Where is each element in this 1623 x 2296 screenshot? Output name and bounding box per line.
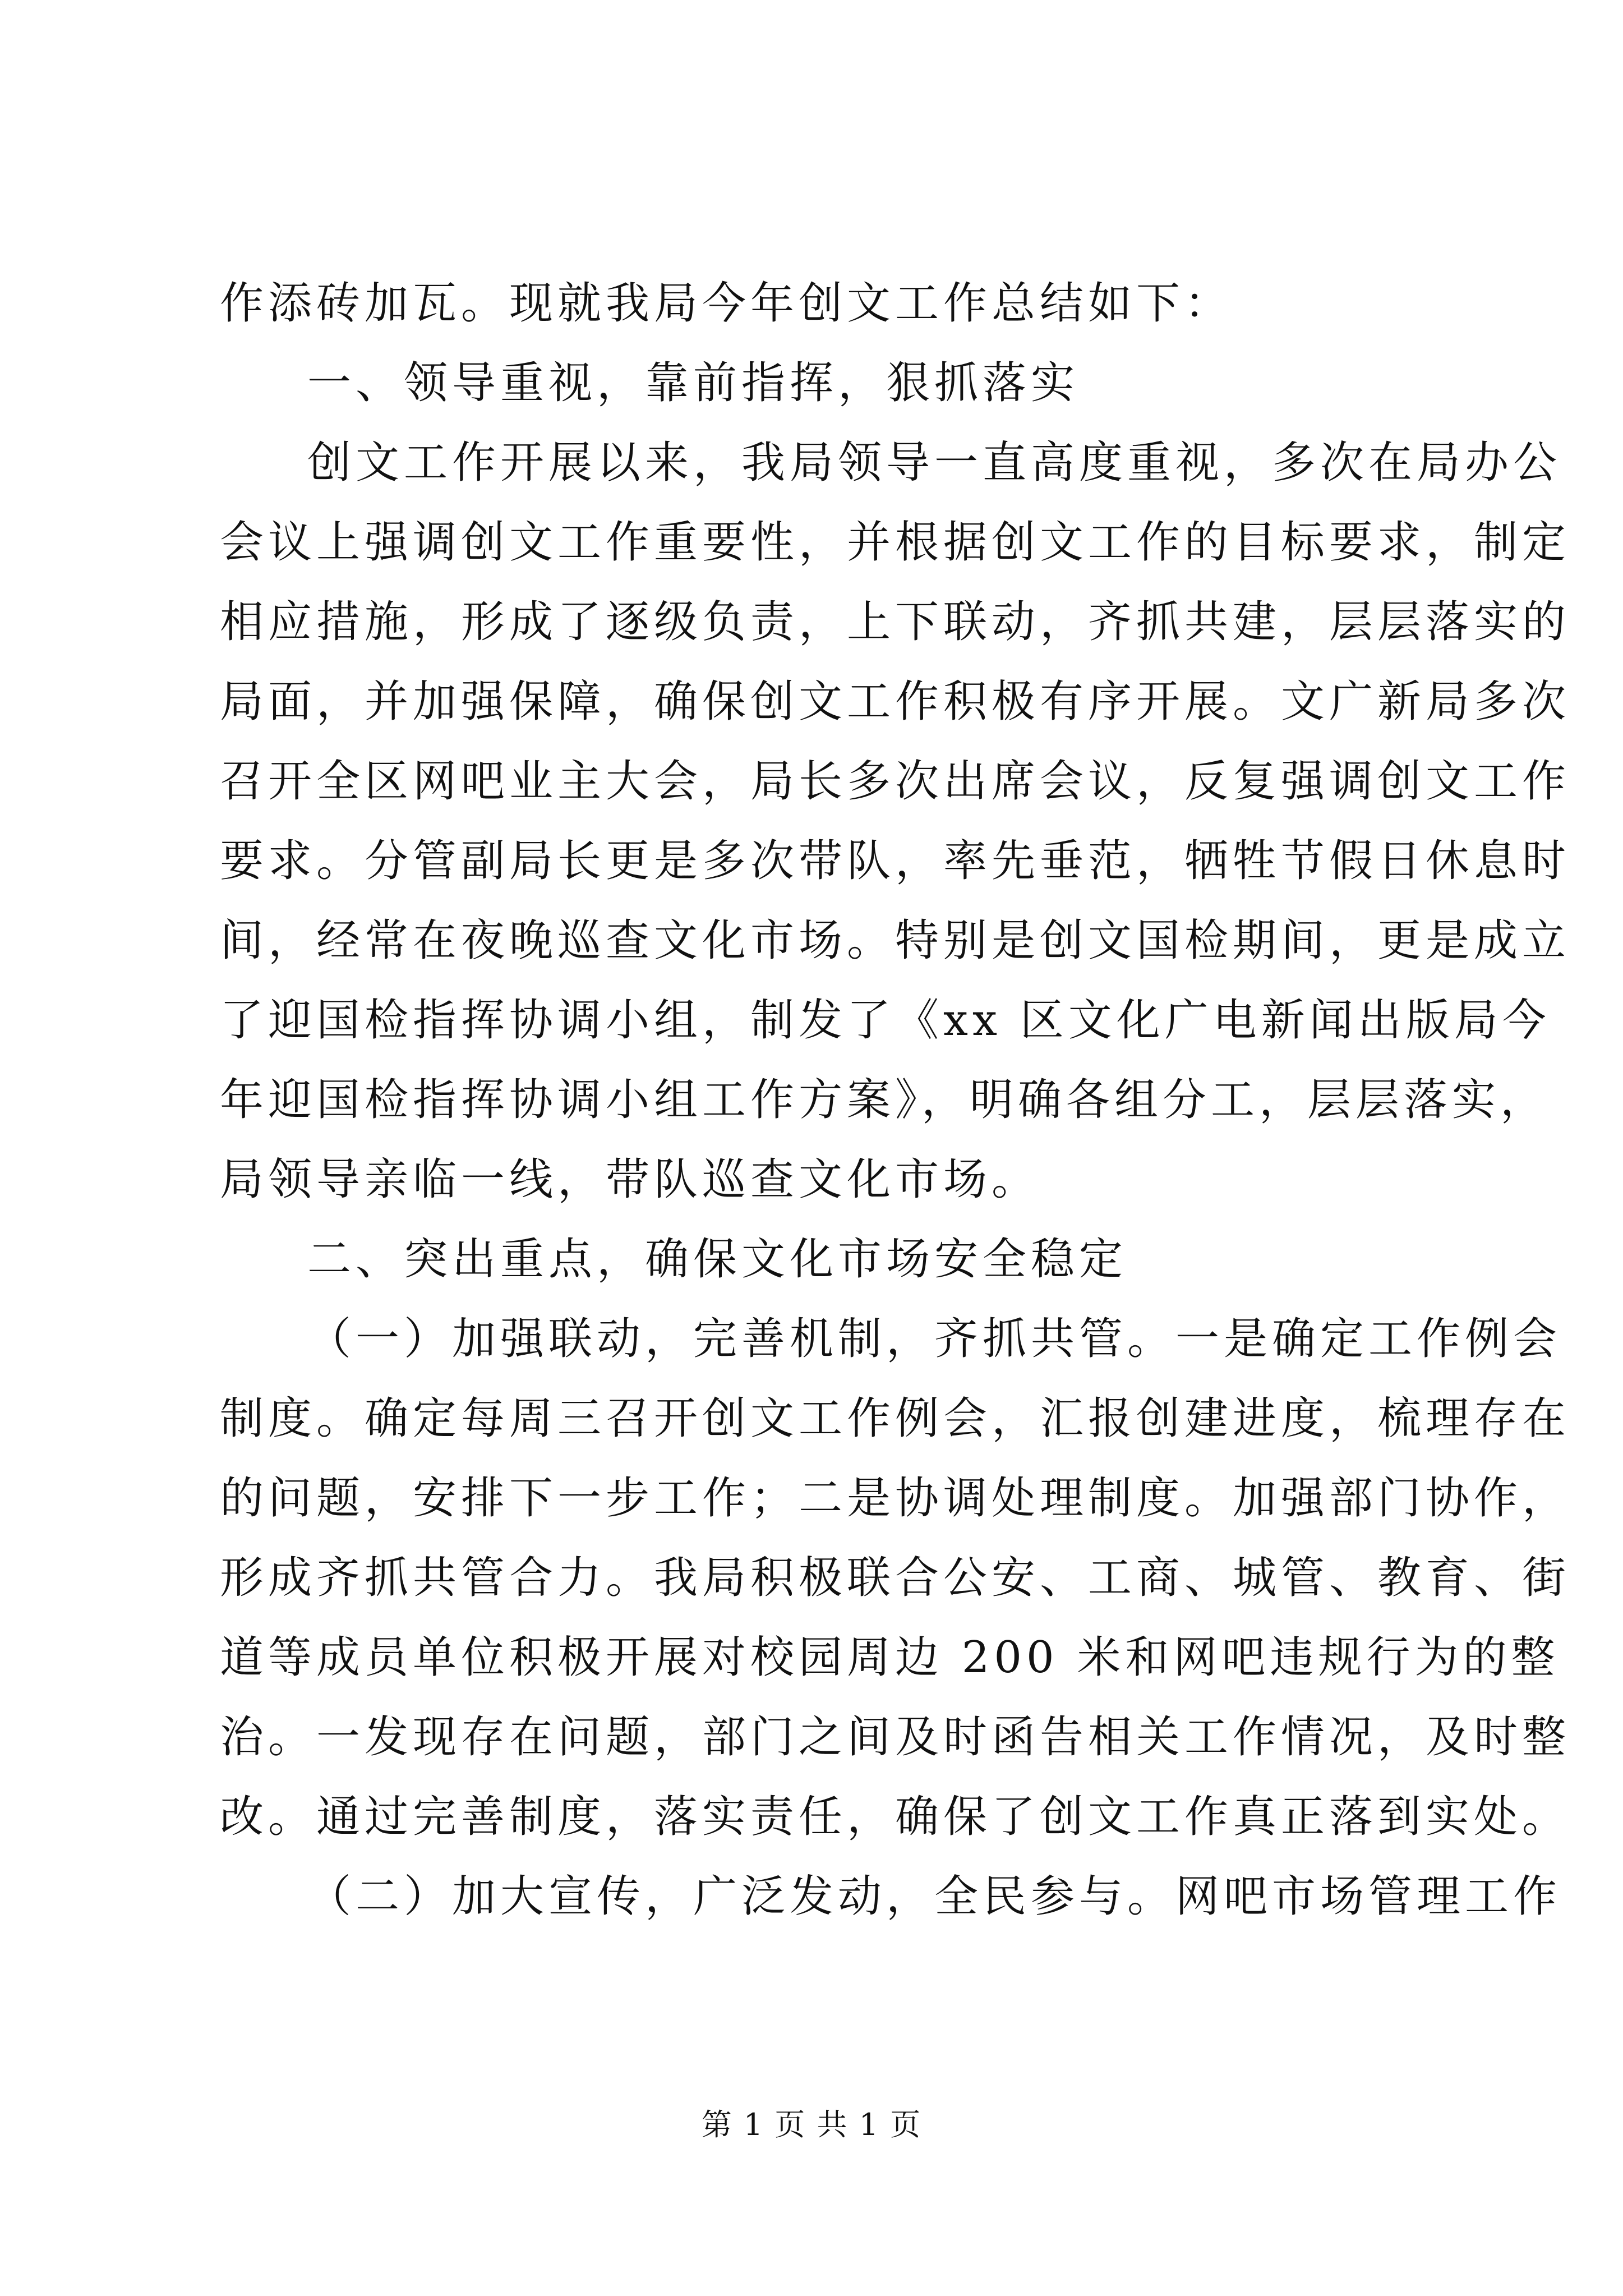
paragraph-line: 召开全区网吧业主大会，局长多次出席会议，反复强调创文工作 xyxy=(220,756,1571,807)
paragraph-line: 年迎国检指挥协调小组工作方案》，明确各组分工，层层落实， xyxy=(220,1075,1549,1125)
document-body xyxy=(220,264,1571,1936)
paragraph-line: 的问题，安排下一步工作；二是协调处理制度。加强部门协作， xyxy=(220,1473,1571,1524)
paragraph-line: 局领导亲临一线，带队巡查文化市场。 xyxy=(220,1154,1040,1205)
paragraph-line: 改。通过完善制度，落实责任，确保了创文工作真正落到实处。 xyxy=(220,1792,1571,1842)
paragraph-line: 间，经常在夜晚巡查文化市场。特别是创文国检期间，更是成立 xyxy=(220,915,1571,966)
paragraph-line: 创文工作开展以来，我局领导一直高度重视，多次在局办公 xyxy=(307,438,1562,488)
paragraph-line: 会议上强调创文工作重要性，并根据创文工作的目标要求，制定 xyxy=(220,517,1571,568)
paragraph-line: 局面，并加强保障，确保创文工作积极有序开展。文广新局多次 xyxy=(220,677,1571,727)
paragraph-line: （二）加大宣传，广泛发动，全民参与。网吧市场管理工作 xyxy=(307,1871,1562,1922)
page-number-footer: 第 1 页 共 1 页 xyxy=(701,2107,922,2142)
paragraph-line: 作添砖加瓦。现就我局今年创文工作总结如下： xyxy=(220,278,1233,329)
paragraph-line: 治。一发现存在问题，部门之间及时函告相关工作情况，及时整 xyxy=(220,1712,1571,1763)
paragraph-line: 相应措施，形成了逐级负责，上下联动，齐抓共建，层层落实的 xyxy=(220,597,1571,647)
paragraph-line: 形成齐抓共管合力。我局积极联合公安、工商、城管、教育、街 xyxy=(220,1553,1571,1603)
section-heading: 二、突出重点，确保文化市场安全稳定 xyxy=(307,1234,1128,1285)
paragraph-line: （一）加强联动，完善机制，齐抓共管。一是确定工作例会 xyxy=(307,1314,1562,1364)
paragraph-line: 要求。分管副局长更是多次带队，率先垂范，牺牲节假日休息时 xyxy=(220,836,1571,886)
section-heading: 一、领导重视，靠前指挥，狠抓落实 xyxy=(307,358,1080,408)
paragraph-line: 制度。确定每周三召开创文工作例会，汇报创建进度，梳理存在 xyxy=(220,1393,1571,1444)
paragraph-line: 道等成员单位积极开展对校园周边 200 米和网吧违规行为的整 xyxy=(220,1632,1560,1683)
paragraph-line: 了迎国检指挥协调小组，制发了《xx 区文化广电新闻出版局今 xyxy=(220,995,1551,1046)
